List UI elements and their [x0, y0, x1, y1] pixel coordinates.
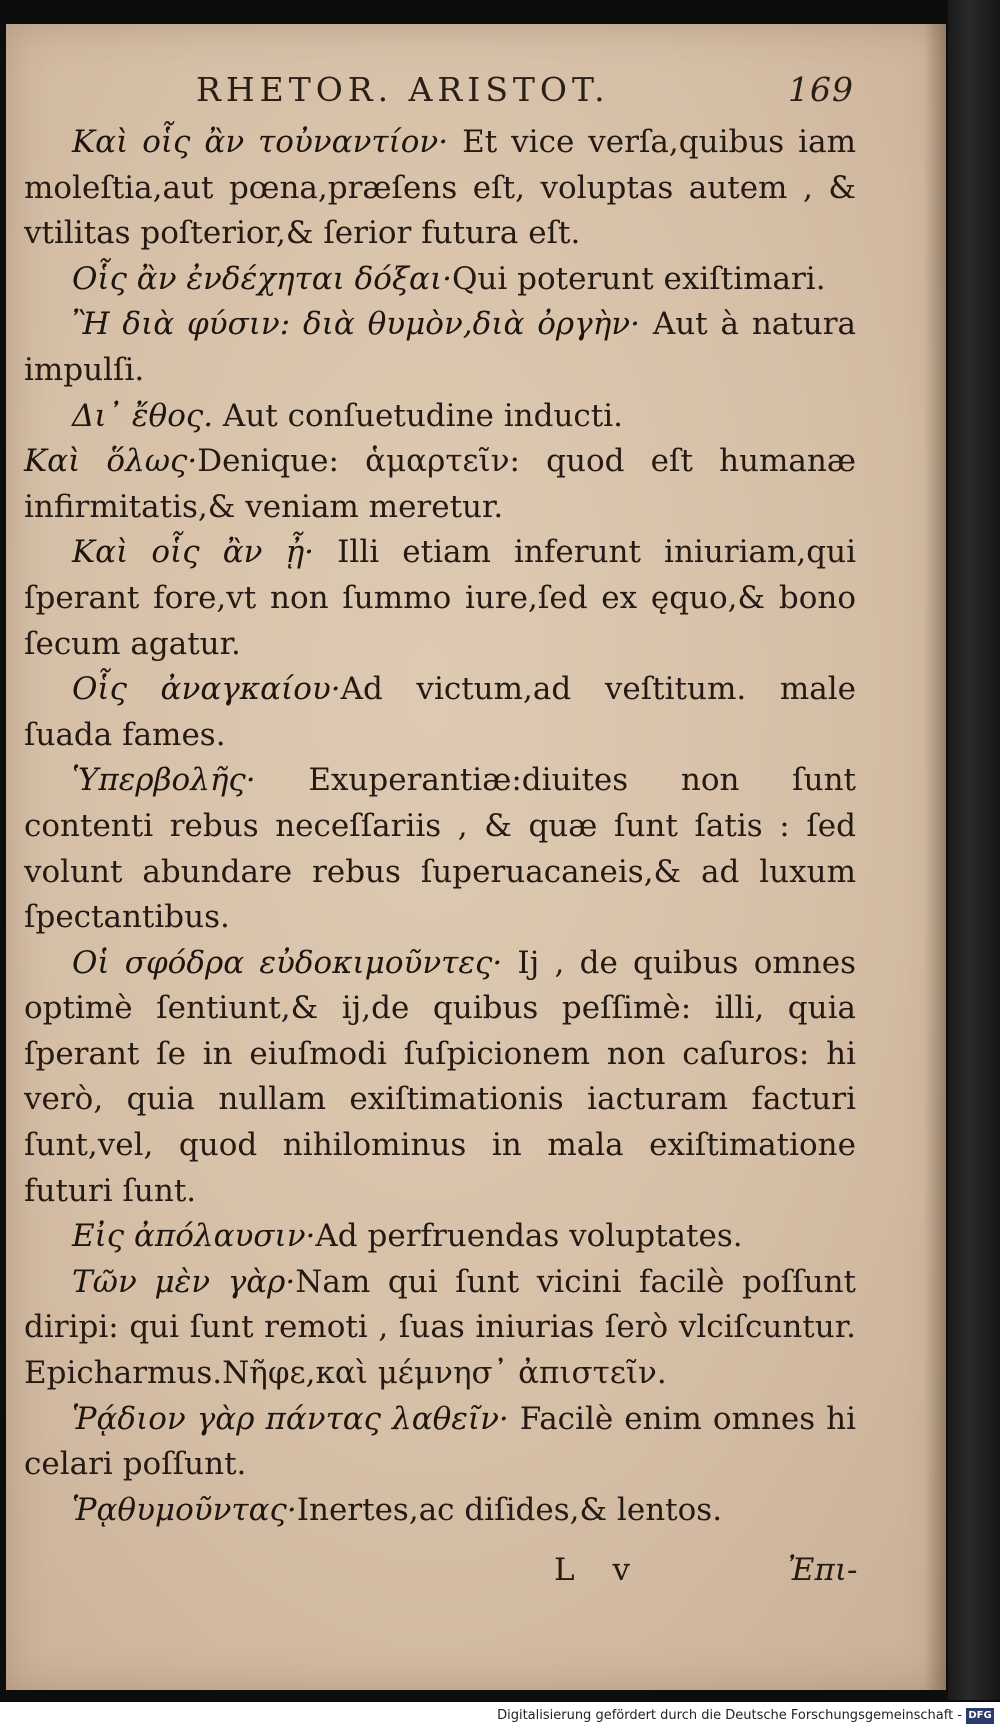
paragraph: [24, 1214, 856, 1260]
signature-mark: L v: [554, 1552, 644, 1588]
paragraph: [24, 1397, 856, 1488]
latin-gloss: Illi etiam inferunt iniuriam,qui ſperant fore,vt non ſummo iure,ſed ex ęquo,& bono ſecum agatur.: [24, 534, 856, 662]
latin-gloss: Aut à natura impulſi.: [24, 306, 856, 388]
paragraph: [24, 758, 856, 940]
scan-right-edge: [948, 0, 1000, 1700]
funding-note: Digitalisierung gefördert durch die Deutsche Forschungsgemeinschaft -: [497, 1708, 962, 1723]
page-edge-shadow: [924, 24, 946, 1690]
latin-gloss: Aut conſuetudine inducti.: [213, 397, 623, 434]
greek-lemma: Εἰς ἀπόλαυσιν·: [72, 1218, 316, 1255]
paragraph: [24, 394, 856, 440]
latin-gloss: Ad perfruendas voluptates.: [315, 1218, 743, 1255]
greek-lemma: Τῶν μὲν γὰρ·: [72, 1263, 296, 1300]
paragraph: [24, 257, 856, 303]
latin-gloss: Facilè enim omnes hi celari poſſunt.: [24, 1400, 856, 1483]
greek-lemma: Ὑπερβολῆς·: [72, 762, 256, 799]
latin-gloss: Ij , de quibus omnes optimè ſentiunt,& ij,de quibus peſſimè: illi, quia ſperant ſe in eiuſmodi ſuſpicionem non caſuros: hi verò, quia nullam exiſtimationis iacturam facturi ſunt,vel, quod nihilominus in mala exiſtimatione futuri ſunt.: [24, 944, 856, 1209]
commentary-text: [24, 120, 856, 1533]
paragraph: [24, 667, 856, 758]
latin-gloss: Et vice verſa,quibus iam moleſtia,aut pœna,præſens eſt, voluptas autem , & vtilitas poſterior,& ſerior futura eſt.: [24, 124, 856, 252]
paragraph: [24, 120, 856, 257]
page-number: 169: [788, 70, 854, 109]
dfg-logo: DFG: [966, 1708, 994, 1724]
running-title: RHETOR. ARISTOT.: [196, 70, 610, 109]
greek-lemma: Καὶ οἷς ἂν τοὐναντίον·: [72, 124, 449, 160]
catchword: Ἐπι-: [788, 1552, 858, 1588]
latin-gloss: Inertes,ac diſides,& lentos.: [296, 1491, 723, 1528]
greek-lemma: Ῥᾳθυμοῦντας·: [72, 1491, 297, 1528]
latin-gloss: Ad victum,ad veſtitum. male ſuada fames.: [24, 671, 856, 753]
greek-lemma: Καὶ ὅλως·: [24, 443, 198, 480]
greek-lemma: Οἷς ἂν ἐνδέχηται δόξαι·: [72, 260, 452, 297]
book-page: [6, 24, 946, 1690]
running-head: [6, 70, 946, 120]
greek-lemma: Καὶ οἷς ἂν ᾖ·: [72, 534, 315, 571]
latin-gloss: Exuperantiæ:diuites non ſunt contenti rebus neceſſariis , & quæ ſunt ſatis : ſed volunt abundare rebus ſuperuacaneis,& ad luxum ſpectantibus.: [24, 762, 856, 936]
greek-lemma: Ἢ διὰ φύσιν: διὰ θυμὸν,διὰ ὀργὴν·: [72, 306, 640, 343]
digitization-footer: [0, 1702, 1000, 1732]
paragraph: [24, 1488, 856, 1534]
greek-lemma: Οἱ σφόδρα εὐδοκιμοῦντες·: [72, 944, 503, 981]
direction-line: [6, 1552, 946, 1596]
paragraph: [24, 530, 856, 667]
greek-lemma: Οἷς ἀναγκαίου·: [72, 671, 341, 708]
paragraph: [24, 1260, 856, 1397]
paragraph: [24, 941, 856, 1215]
greek-lemma: Δι᾽ ἔθος.: [72, 397, 214, 434]
latin-gloss: Nam qui ſunt vicini facilè poſſunt diripi: qui ſunt remoti , ſuas iniurias ſerò vlciſcuntur. Epicharmus.Νῆφε,καὶ μέμνησ᾽ ἀπιστεῖν.: [24, 1263, 856, 1392]
greek-lemma: Ῥᾴδιον γὰρ πάντας λαθεῖν·: [72, 1400, 509, 1437]
paragraph: [24, 302, 856, 393]
paragraph: [24, 439, 856, 530]
latin-gloss: Qui poterunt exiſtimari.: [452, 260, 826, 297]
latin-gloss: Denique: ἁμαρτεῖν: quod eſt humanæ infirmitatis,& veniam meretur.: [24, 443, 856, 525]
